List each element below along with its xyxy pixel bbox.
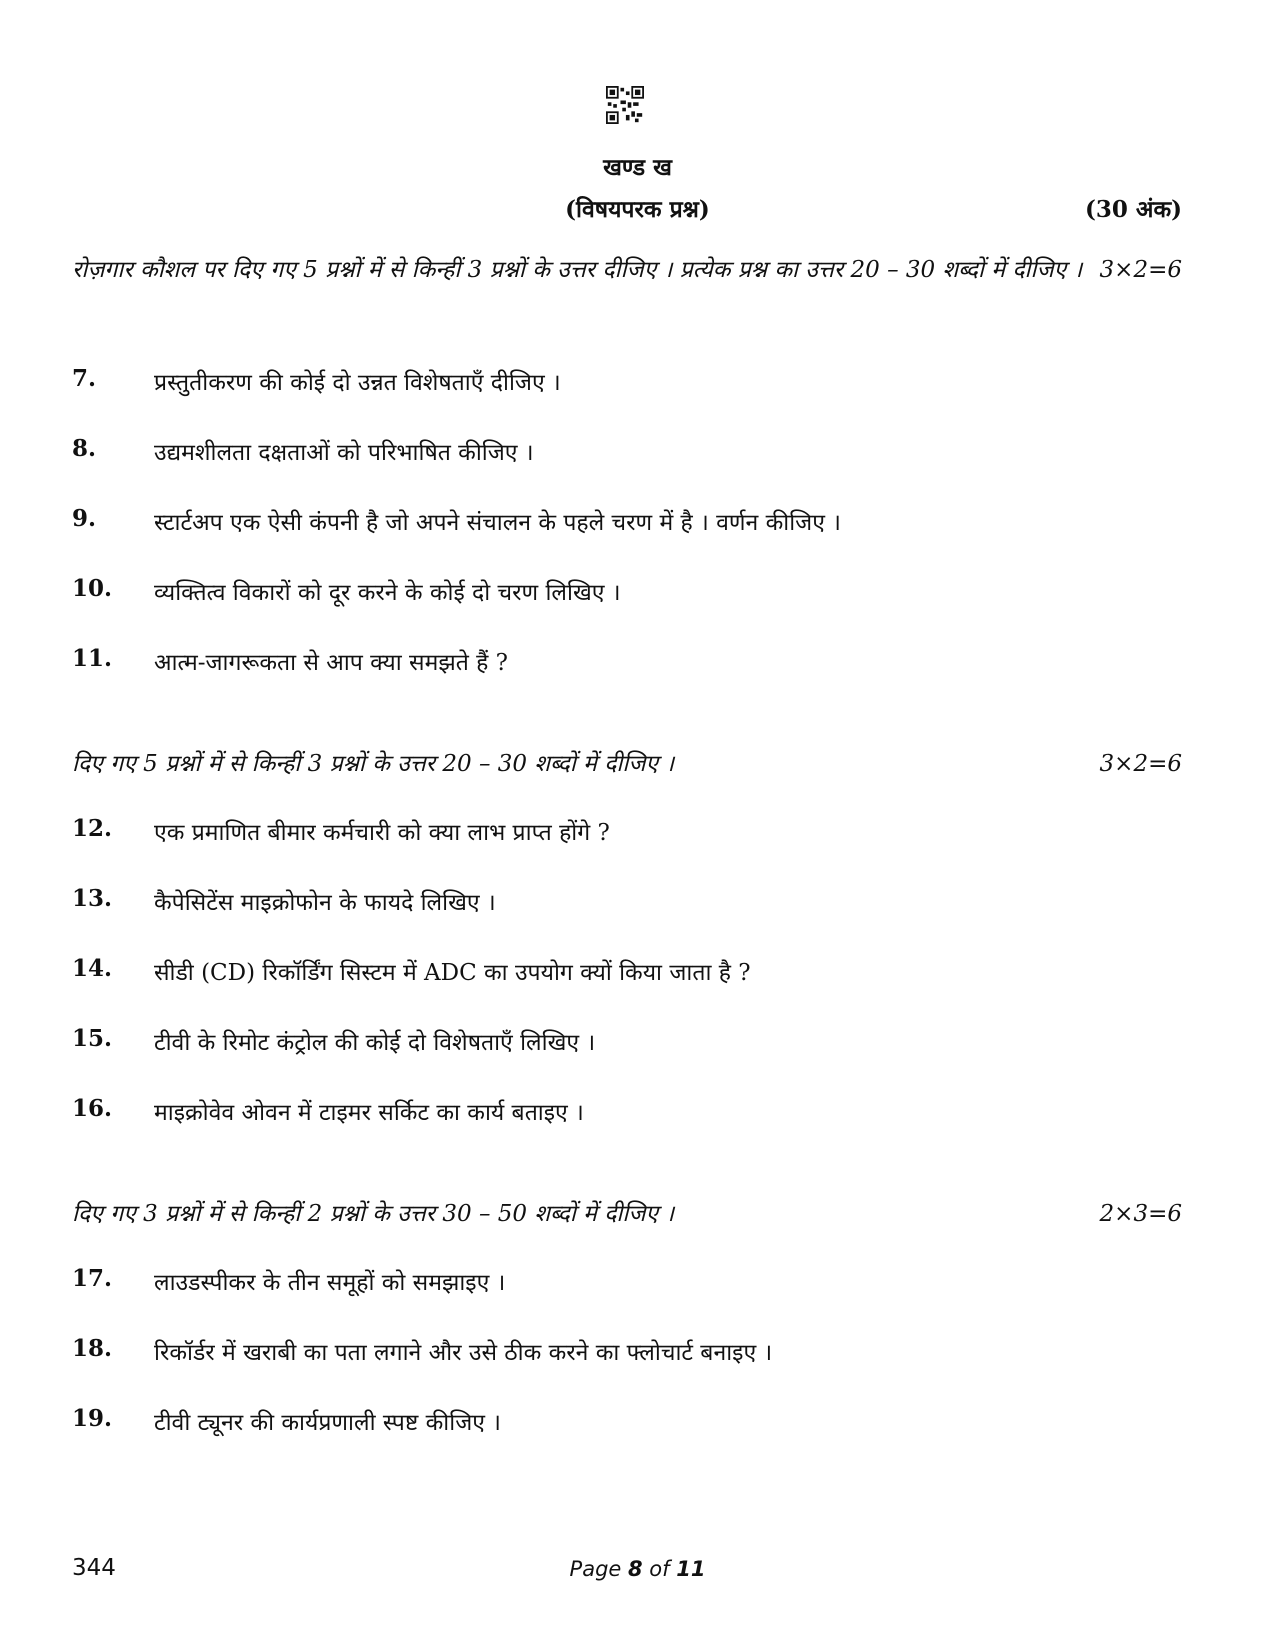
- marks-scheme: 3×2=6: [1099, 751, 1182, 777]
- question-text: आत्म-जागरूकता से आप क्या समझते हैं ?: [154, 650, 508, 676]
- question-number: 12.: [72, 815, 113, 842]
- page-current: 8: [628, 1557, 643, 1581]
- group-instruction: [72, 248, 1182, 292]
- question-number: 15.: [72, 1025, 113, 1052]
- question-text: व्यक्तित्व विकारों को दूर करने के कोई दो चरण लिखिए ।: [154, 580, 621, 606]
- question-number: 11.: [72, 645, 113, 672]
- question-text: प्रस्तुतीकरण की कोई दो उन्नत विशेषताएँ दीजिए ।: [154, 370, 561, 396]
- instruction-text: रोज़गार कौशल पर दिए गए 5 प्रश्नों में से किन्हीं 3 प्रश्नों के उत्तर दीजिए । प्रत्येक प्रश्न का उत्तर 20 – 30 शब्दों में दीजिए ।: [72, 257, 1083, 283]
- question-number: 14.: [72, 955, 113, 982]
- question-text: टीवी ट्यूनर की कार्यप्रणाली स्पष्ट कीजिए ।: [154, 1410, 502, 1436]
- paper-code: 344: [72, 1555, 116, 1581]
- page-prefix: Page: [569, 1557, 628, 1581]
- page-total: 11: [676, 1557, 706, 1581]
- question-text: कैपेसिटेंस माइक्रोफोन के फायदे लिखिए ।: [154, 890, 496, 916]
- question-number: 10.: [72, 575, 113, 602]
- marks-scheme: 3×2=6: [1099, 257, 1182, 283]
- question-text: टीवी के रिमोट कंट्रोल की कोई दो विशेषताएँ लिखिए ।: [154, 1030, 596, 1056]
- marks-scheme: 2×3=6: [1099, 1201, 1182, 1227]
- question-number: 9.: [72, 505, 97, 532]
- question-text: माइक्रोवेव ओवन में टाइमर सर्किट का कार्य बताइए ।: [154, 1100, 584, 1126]
- question-number: 13.: [72, 885, 113, 912]
- section-marks: (30 अंक): [1084, 196, 1182, 223]
- instruction-text: दिए गए 3 प्रश्नों में से किन्हीं 2 प्रश्नों के उत्तर 30 – 50 शब्दों में दीजिए ।: [72, 1201, 675, 1227]
- question-number: 19.: [72, 1405, 113, 1432]
- qr-code-icon: [606, 86, 644, 124]
- question-number: 8.: [72, 435, 97, 462]
- question-number: 7.: [72, 365, 97, 392]
- question-number: 17.: [72, 1265, 113, 1292]
- question-text: सीडी (CD) रिकॉर्डिंग सिस्टम में ADC का उपयोग क्यों किया जाता है ?: [154, 960, 751, 986]
- section-title: खण्ड ख: [603, 154, 672, 181]
- section-subtitle: (विषयपरक प्रश्न): [565, 196, 710, 223]
- question-text: स्टार्टअप एक ऐसी कंपनी है जो अपने संचालन के पहले चरण में है । वर्णन कीजिए ।: [154, 510, 841, 536]
- question-number: 16.: [72, 1095, 113, 1122]
- question-number: 18.: [72, 1335, 113, 1362]
- instruction-text: दिए गए 5 प्रश्नों में से किन्हीं 3 प्रश्नों के उत्तर 20 – 30 शब्दों में दीजिए ।: [72, 751, 675, 777]
- group-instruction: [72, 1192, 1182, 1236]
- page-of: of: [642, 1557, 677, 1581]
- page-indicator: [0, 1557, 1275, 1581]
- question-text: उद्यमशीलता दक्षताओं को परिभाषित कीजिए ।: [154, 440, 534, 466]
- group-instruction: [72, 742, 1182, 786]
- question-text: एक प्रमाणित बीमार कर्मचारी को क्या लाभ प्राप्त होंगे ?: [154, 820, 610, 846]
- question-text: रिकॉर्डर में खराबी का पता लगाने और उसे ठीक करने का फ्लोचार्ट बनाइए ।: [154, 1340, 773, 1366]
- question-text: लाउडस्पीकर के तीन समूहों को समझाइए ।: [154, 1270, 506, 1296]
